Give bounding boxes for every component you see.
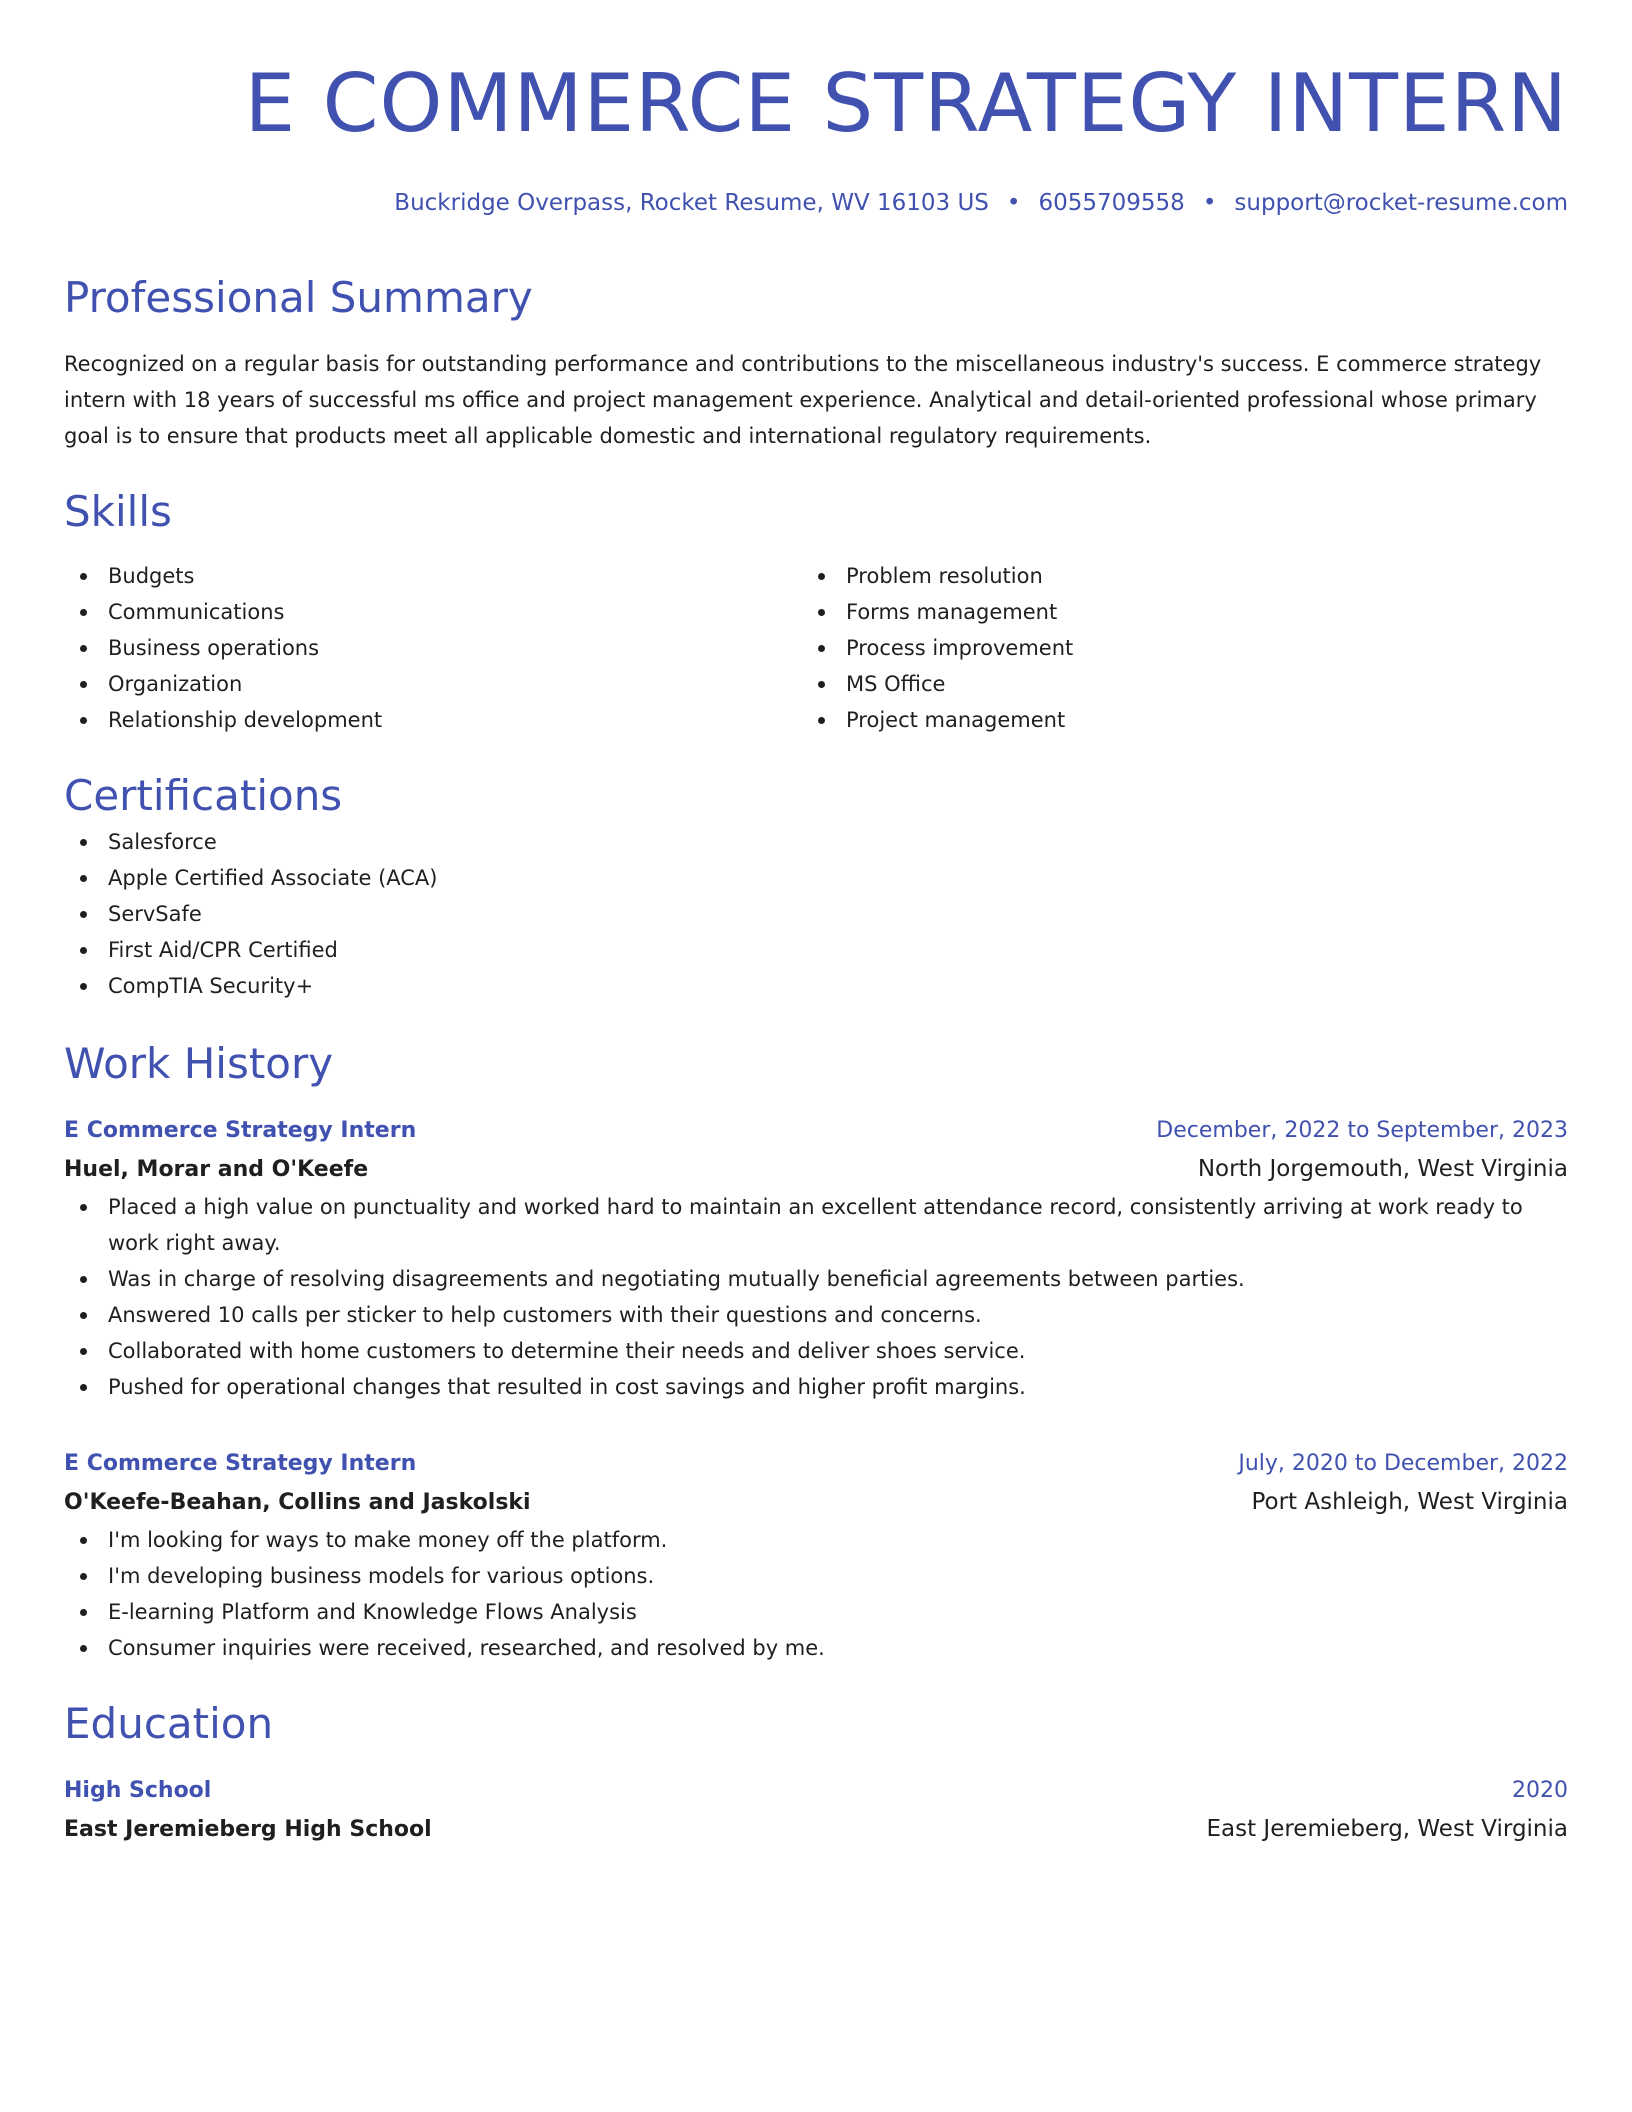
skill-item: [64, 666, 802, 702]
education-year: 2020: [1512, 1778, 1568, 1803]
skill-label: Problem resolution: [846, 564, 1043, 588]
skills-heading: Skills: [64, 487, 172, 536]
certification-label: ServSafe: [108, 902, 202, 926]
job-bullet-list: [64, 1522, 1568, 1666]
contact-phone: 6055709558: [1038, 190, 1185, 216]
job-bullet: [64, 1333, 1568, 1369]
contact-separator: •: [1202, 190, 1217, 216]
certification-item: [64, 824, 1568, 860]
bullet-dot: [80, 1537, 87, 1544]
bullet-dot: [80, 609, 87, 616]
job-bullet: [64, 1630, 1568, 1666]
job-location: North Jorgemouth, West Virginia: [1197, 1156, 1568, 1182]
skill-item: [64, 630, 802, 666]
education-degree: High School: [64, 1778, 212, 1803]
education-school: East Jeremieberg High School: [64, 1817, 432, 1842]
job-header-row: [64, 1112, 1568, 1150]
job-dates: December, 2022 to September, 2023: [1156, 1118, 1568, 1143]
skills-column-right: [802, 558, 1540, 738]
job-bullet-text: I'm looking for ways to make money off the platform.: [108, 1528, 668, 1552]
certification-label: Apple Certified Associate (ACA): [108, 866, 438, 890]
skill-label: Process improvement: [846, 636, 1074, 660]
summary-heading: Professional Summary: [64, 273, 533, 322]
job-company: Huel, Morar and O'Keefe: [64, 1157, 369, 1182]
job-title: E Commerce Strategy Intern: [64, 1118, 417, 1143]
bullet-dot: [818, 717, 825, 724]
bullet-dot: [818, 609, 825, 616]
skills-list: [64, 558, 1568, 738]
skill-item: [64, 702, 802, 738]
skill-item: [64, 594, 802, 630]
job-company-row: [64, 1483, 1568, 1522]
certification-label: Salesforce: [108, 830, 217, 854]
bullet-dot: [80, 645, 87, 652]
job-bullet-text: Answered 10 calls per sticker to help customers with their questions and concerns.: [108, 1303, 982, 1327]
job-bullet-text: Consumer inquiries were received, researched, and resolved by me.: [108, 1636, 825, 1660]
certifications-list: [64, 824, 1568, 1004]
bullet-dot: [818, 681, 825, 688]
bullet-dot: [80, 1312, 87, 1319]
certification-item: [64, 932, 1568, 968]
bullet-dot: [80, 717, 87, 724]
job-company-row: [64, 1150, 1568, 1189]
job-bullet: [64, 1261, 1568, 1297]
job-header-row: [64, 1445, 1568, 1483]
bullet-dot: [80, 839, 87, 846]
contact-line: [64, 188, 1568, 218]
education-heading: Education: [64, 1699, 274, 1748]
bullet-dot: [80, 983, 87, 990]
skill-label: Relationship development: [108, 708, 383, 732]
job-dates: July, 2020 to December, 2022: [1238, 1451, 1568, 1476]
job-bullet: [64, 1558, 1568, 1594]
job-entry: [64, 1112, 1568, 1405]
bullet-dot: [80, 947, 87, 954]
skill-item: [64, 558, 802, 594]
skill-label: Business operations: [108, 636, 320, 660]
bullet-dot: [80, 1276, 87, 1283]
bullet-dot: [80, 875, 87, 882]
job-bullet: [64, 1369, 1568, 1405]
skill-label: Organization: [108, 672, 243, 696]
certifications-heading: Certifications: [64, 771, 343, 820]
bullet-dot: [818, 645, 825, 652]
job-entry: [64, 1445, 1568, 1666]
skills-column-left: [64, 558, 802, 738]
contact-separator: •: [1006, 190, 1021, 216]
bullet-dot: [80, 681, 87, 688]
job-bullet-text: Pushed for operational changes that resulted in cost savings and higher profit margins.: [108, 1375, 1026, 1399]
bullet-dot: [80, 1348, 87, 1355]
certification-label: First Aid/CPR Certified: [108, 938, 338, 962]
job-bullet: [64, 1594, 1568, 1630]
bullet-dot: [80, 911, 87, 918]
education-location: East Jeremieberg, West Virginia: [1206, 1816, 1568, 1842]
skill-label: Budgets: [108, 564, 195, 588]
job-bullet-list: [64, 1189, 1568, 1405]
skill-item: [802, 666, 1540, 702]
skill-item: [802, 702, 1540, 738]
work-history-heading: Work History: [64, 1039, 334, 1088]
certification-item: [64, 896, 1568, 932]
bullet-dot: [80, 1645, 87, 1652]
contact-address: Buckridge Overpass, Rocket Resume, WV 16103 US: [394, 190, 989, 216]
job-bullet-text: Was in charge of resolving disagreements and negotiating mutually beneficial agreements between parties.: [108, 1267, 1245, 1291]
skill-label: MS Office: [846, 672, 946, 696]
skill-label: Communications: [108, 600, 285, 624]
job-bullet-text: I'm developing business models for various options.: [108, 1564, 655, 1588]
skill-item: [802, 558, 1540, 594]
education-school-row: [64, 1810, 1568, 1849]
bullet-dot: [80, 1573, 87, 1580]
skill-label: Forms management: [846, 600, 1058, 624]
education-header-row: [64, 1772, 1568, 1810]
bullet-dot: [80, 1384, 87, 1391]
skill-item: [802, 630, 1540, 666]
education-entry: [64, 1772, 1568, 1849]
job-bullet-text: E-learning Platform and Knowledge Flows Analysis: [108, 1600, 637, 1624]
bullet-dot: [80, 1609, 87, 1616]
certification-item: [64, 968, 1568, 1004]
certification-item: [64, 860, 1568, 896]
job-title: E Commerce Strategy Intern: [64, 1451, 417, 1476]
bullet-dot: [818, 573, 825, 580]
bullet-dot: [80, 573, 87, 580]
job-location: Port Ashleigh, West Virginia: [1251, 1489, 1568, 1515]
job-company: O'Keefe-Beahan, Collins and Jaskolski: [64, 1490, 531, 1515]
contact-email: support@rocket-resume.com: [1234, 190, 1568, 216]
job-bullet-text: Collaborated with home customers to determine their needs and deliver shoes service.: [108, 1339, 1026, 1363]
skill-label: Project management: [846, 708, 1066, 732]
resume-header: [64, 0, 1568, 218]
skill-item: [802, 594, 1540, 630]
bullet-dot: [80, 1204, 87, 1211]
job-bullet-text: Placed a high value on punctuality and worked hard to maintain an excellent attendance record, consistently arriving at work ready to work right away.: [108, 1195, 1523, 1255]
candidate-name: E COMMERCE STRATEGY INTERN: [244, 57, 1568, 150]
job-bullet: [64, 1297, 1568, 1333]
job-bullet: [64, 1522, 1568, 1558]
summary-text: Recognized on a regular basis for outstanding performance and contributions to the miscellaneous industry's success. E commerce strategy intern with 18 years of successful ms office and project management experience. Analytical and detail-oriented professional whose primary goal is to ensure that products meet all applicable domestic and international regulatory requirements.: [64, 352, 1542, 448]
certification-label: CompTIA Security+: [108, 974, 314, 998]
job-bullet: [64, 1189, 1568, 1261]
